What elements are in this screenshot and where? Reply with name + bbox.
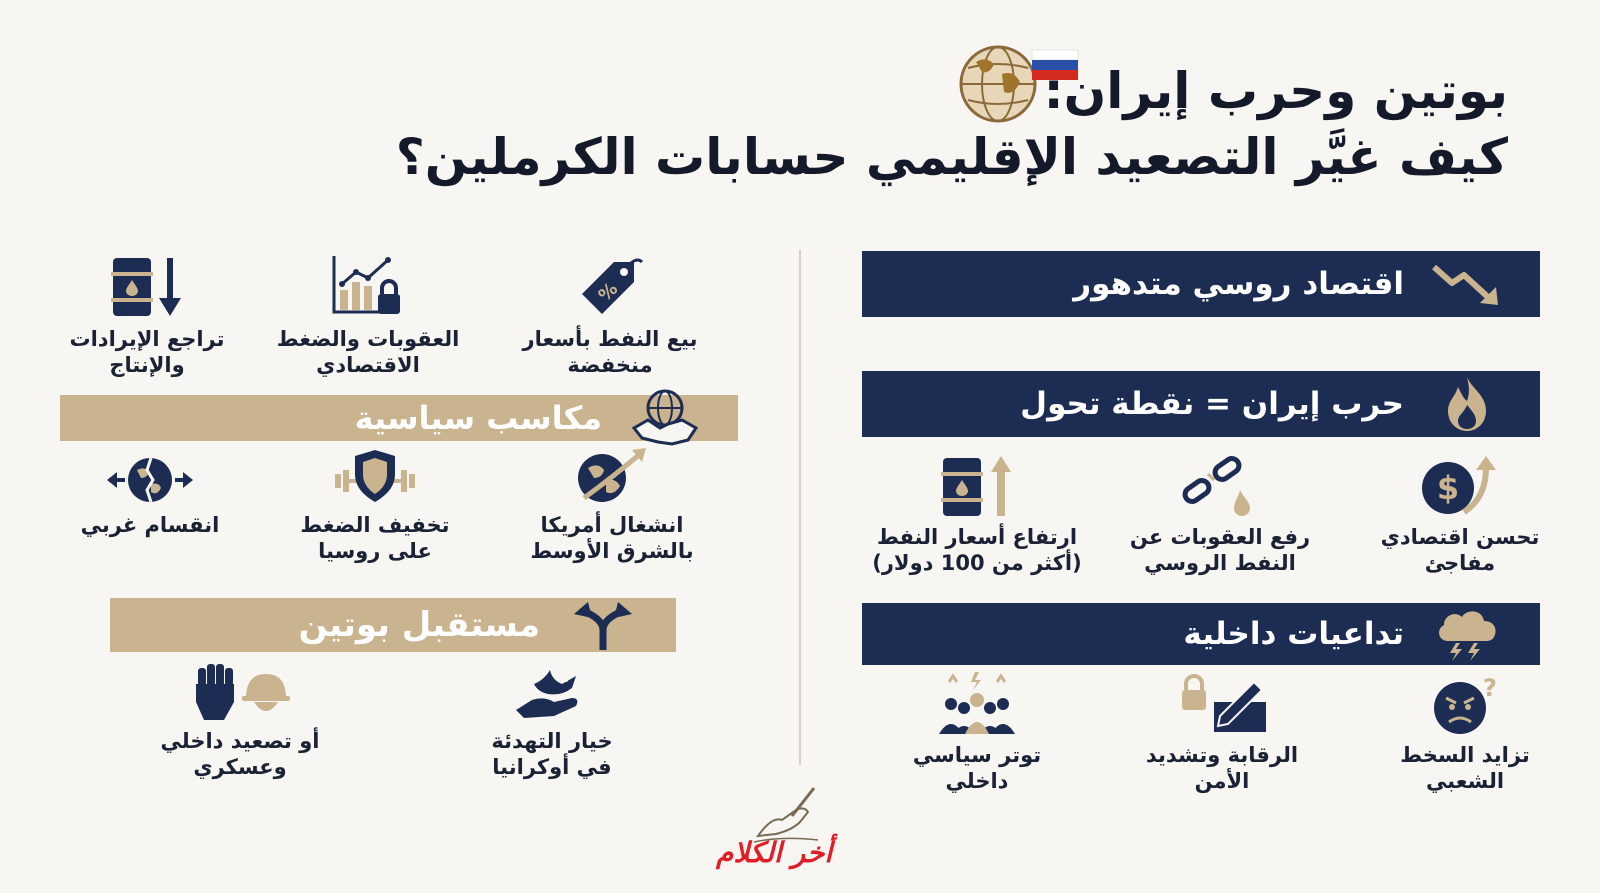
left-item-sanctions-pressure xyxy=(268,250,468,378)
band-economy-label: اقتصاد روسي متدهور xyxy=(1073,266,1404,302)
storm-cloud-icon xyxy=(1430,609,1504,659)
domestic-item-political-tension xyxy=(892,670,1062,794)
svg-text:?: ? xyxy=(1483,674,1497,702)
fire-icon xyxy=(1430,379,1504,429)
left-item-de-escalation xyxy=(462,660,642,780)
shield-weight-icon xyxy=(280,440,470,506)
price-tag-icon xyxy=(510,250,710,320)
left-item-western-split xyxy=(72,440,228,538)
fork-arrows-icon xyxy=(566,600,640,650)
dove-hand-icon xyxy=(462,660,642,722)
domestic-item-censorship xyxy=(1122,670,1322,794)
fist-helmet-icon xyxy=(140,660,340,722)
page-title-line1: بوتين وحرب إيران: xyxy=(1043,62,1508,120)
domestic-item-2-line2: الأمن xyxy=(1194,769,1250,793)
iran-item-oil-prices xyxy=(862,452,1092,576)
left-top-item-1-line2: منخفضة xyxy=(567,353,653,377)
left-top-item-2-line1: العقوبات والضغط xyxy=(276,327,460,351)
iran-item-3-line1: ارتفاع أسعار النفط xyxy=(876,525,1078,549)
left-future-item-2-line1: أو تصعيد داخلي xyxy=(160,729,320,753)
page-title-line2: كيف غيَّر التصعيد الإقليمي حسابات الكرملين؟ xyxy=(395,128,1508,186)
band-political-gains-label: مكاسب سياسية xyxy=(354,399,602,437)
split-globe-icon xyxy=(72,440,228,506)
svg-text:%: % xyxy=(594,278,623,307)
left-gains-item-2-line1: تخفيف الضغط xyxy=(300,513,450,537)
iran-item-2-line1: رفع العقوبات عن xyxy=(1129,525,1311,549)
band-putin-future-label: مستقبل بوتين xyxy=(298,605,540,645)
censorship-lock-icon xyxy=(1122,670,1322,736)
band-political-gains xyxy=(60,395,738,441)
svg-text:$: $ xyxy=(1436,469,1460,507)
band-iran-war xyxy=(862,371,1540,437)
left-gains-item-2-line2: على روسيا xyxy=(318,539,432,563)
globe-arrow-icon xyxy=(512,440,712,506)
left-item-pressure-relief xyxy=(280,440,470,564)
oil-barrel-up-icon xyxy=(862,452,1092,518)
domestic-item-1-line2: الشعبي xyxy=(1425,769,1505,793)
angry-face-icon xyxy=(1380,670,1550,736)
left-top-item-2-line2: الاقتصادي xyxy=(316,353,420,377)
band-economy xyxy=(862,251,1540,317)
left-top-item-3-line2: والإنتاج xyxy=(109,353,185,377)
iran-item-economic-improvement xyxy=(1360,452,1560,576)
crowd-tension-icon xyxy=(892,670,1062,736)
left-item-revenue-decline xyxy=(62,250,232,378)
domestic-item-2-line1: الرقابة وتشديد xyxy=(1145,743,1299,767)
left-top-item-3-line1: تراجع الإيرادات xyxy=(69,327,225,351)
left-gains-item-1-line2: بالشرق الأوسط xyxy=(530,539,694,563)
band-domestic-label: تداعيات داخلية xyxy=(1183,616,1404,652)
dollar-up-icon xyxy=(1360,452,1560,518)
handshake-globe-icon xyxy=(628,393,702,443)
column-divider xyxy=(799,250,801,765)
chart-lock-icon xyxy=(268,250,468,320)
band-putin-future xyxy=(110,598,676,652)
left-item-escalation xyxy=(140,660,340,780)
domestic-item-3-line1: توتر سياسي xyxy=(912,743,1042,767)
trend-down-icon xyxy=(1430,259,1504,309)
brand-logo: أخر الكلام xyxy=(716,836,833,869)
iran-item-1-line1: تحسن اقتصادي xyxy=(1380,525,1540,549)
iran-item-2-line2: النفط الروسي xyxy=(1144,551,1296,575)
left-top-item-1-line1: بيع النفط بأسعار xyxy=(522,327,698,351)
oil-barrel-down-icon xyxy=(62,250,232,320)
left-gains-item-3-line1: انقسام غربي xyxy=(80,513,220,537)
left-future-item-1-line1: خيار التهدئة xyxy=(491,729,613,753)
left-future-item-1-line2: في أوكرانيا xyxy=(492,755,612,779)
domestic-item-1-line1: تزايد السخط xyxy=(1400,743,1530,767)
left-future-item-2-line2: وعسكري xyxy=(193,755,287,779)
iran-item-3-line2: (أكثر من 100 دولار) xyxy=(872,551,1082,575)
domestic-item-3-line2: داخلي xyxy=(945,769,1009,793)
band-domestic xyxy=(862,603,1540,665)
left-item-cheap-oil xyxy=(510,250,710,378)
broken-chain-icon xyxy=(1110,452,1330,518)
domestic-item-discontent xyxy=(1380,670,1550,794)
left-gains-item-1-line1: انشغال أمريكا xyxy=(540,513,684,537)
iran-item-1-line2: مفاجئ xyxy=(1424,551,1496,575)
left-item-us-distracted xyxy=(512,440,712,564)
band-iran-war-label: حرب إيران = نقطة تحول xyxy=(1020,386,1404,422)
iran-item-sanctions-lifted xyxy=(1110,452,1330,576)
